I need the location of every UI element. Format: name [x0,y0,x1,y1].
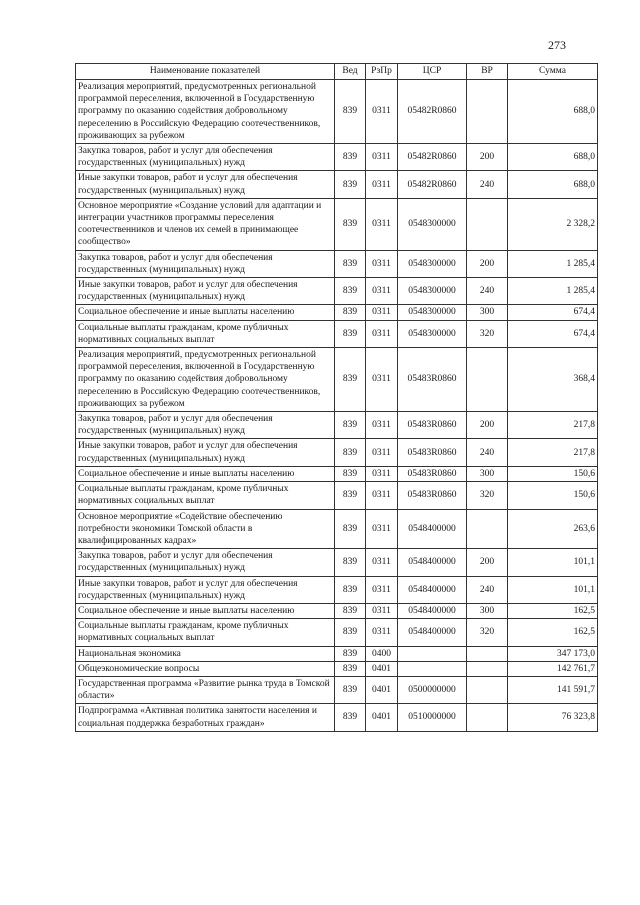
cell-sum: 217,8 [508,439,598,466]
cell-ved: 839 [335,619,366,646]
cell-sum: 142 761,7 [508,661,598,676]
cell-vr [467,704,508,731]
cell-name: Социальные выплаты гражданам, кроме публичных нормативных социальных выплат [76,320,335,347]
cell-csr: 0548300000 [398,305,467,320]
cell-sum: 150,6 [508,482,598,509]
cell-rzpr: 0311 [366,549,398,576]
cell-rzpr: 0311 [366,509,398,549]
table-row [76,509,598,549]
cell-csr: 05482R0860 [398,144,467,171]
cell-sum: 162,5 [508,603,598,618]
cell-vr: 200 [467,549,508,576]
table-row [76,661,598,676]
table-row [76,412,598,439]
cell-rzpr: 0311 [366,439,398,466]
cell-name: Национальная экономика [76,646,335,661]
cell-rzpr: 0311 [366,250,398,277]
cell-csr: 0548400000 [398,619,467,646]
cell-sum: 674,4 [508,320,598,347]
cell-vr: 320 [467,320,508,347]
cell-sum: 263,6 [508,509,598,549]
cell-vr: 300 [467,305,508,320]
cell-ved: 839 [335,576,366,603]
table-header-row [76,64,598,80]
cell-ved: 839 [335,661,366,676]
cell-name: Основное мероприятие «Содействие обеспечению потребности экономики Томской области в квалифицированных кадрах» [76,509,335,549]
cell-vr: 300 [467,603,508,618]
cell-name: Реализация мероприятий, предусмотренных региональной программой переселения, включенной в Государственную программу по оказанию содействия добровольному переселению в Российскую Федерацию соотечественников, проживающих за рубежом [76,348,335,412]
cell-ved: 839 [335,704,366,731]
cell-name: Социальные выплаты гражданам, кроме публичных нормативных социальных выплат [76,619,335,646]
cell-name: Социальное обеспечение и иные выплаты населению [76,305,335,320]
cell-csr: 05482R0860 [398,80,467,144]
cell-ved: 839 [335,80,366,144]
cell-sum: 162,5 [508,619,598,646]
cell-name: Подпрограмма «Активная политика занятости населения и социальная поддержка безработных граждан» [76,704,335,731]
cell-ved: 839 [335,198,366,250]
cell-rzpr: 0401 [366,704,398,731]
cell-ved: 839 [335,278,366,305]
cell-vr: 240 [467,576,508,603]
cell-vr [467,198,508,250]
cell-rzpr: 0401 [366,661,398,676]
cell-sum: 1 285,4 [508,278,598,305]
cell-name: Социальные выплаты гражданам, кроме публичных нормативных социальных выплат [76,482,335,509]
cell-rzpr: 0401 [366,676,398,703]
cell-ved: 839 [335,171,366,198]
cell-vr [467,348,508,412]
cell-sum: 101,1 [508,576,598,603]
cell-rzpr: 0311 [366,603,398,618]
cell-vr [467,646,508,661]
table-row [76,603,598,618]
cell-sum: 688,0 [508,80,598,144]
table-row [76,576,598,603]
cell-sum: 674,4 [508,305,598,320]
cell-rzpr: 0311 [366,305,398,320]
cell-ved: 839 [335,549,366,576]
cell-csr: 0548400000 [398,603,467,618]
cell-sum: 217,8 [508,412,598,439]
cell-csr: 05483R0860 [398,466,467,481]
cell-rzpr: 0311 [366,466,398,481]
cell-name: Закупка товаров, работ и услуг для обеспечения государственных (муниципальных) нужд [76,250,335,277]
cell-name: Социальное обеспечение и иные выплаты населению [76,466,335,481]
table-body [76,80,598,732]
cell-ved: 839 [335,348,366,412]
cell-csr: 0548300000 [398,320,467,347]
cell-rzpr: 0311 [366,348,398,412]
cell-csr [398,646,467,661]
cell-csr: 0500000000 [398,676,467,703]
budget-table [75,63,598,732]
table-row [76,676,598,703]
cell-csr [398,661,467,676]
cell-rzpr: 0311 [366,144,398,171]
cell-csr: 05483R0860 [398,348,467,412]
table-row [76,198,598,250]
table-row [76,619,598,646]
cell-rzpr: 0311 [366,80,398,144]
cell-ved: 839 [335,144,366,171]
cell-csr: 05483R0860 [398,439,467,466]
table-row [76,704,598,731]
header-rzpr: РзПр [366,64,398,80]
cell-ved: 839 [335,412,366,439]
cell-csr: 0548300000 [398,278,467,305]
table-row [76,549,598,576]
cell-name: Государственная программа «Развитие рынка труда в Томской области» [76,676,335,703]
header-vr: ВР [467,64,508,80]
cell-name: Реализация мероприятий, предусмотренных региональной программой переселения, включенной в Государственную программу по оказанию содействия добровольному переселению в Российскую Федерацию соотечественников, проживающих за рубежом [76,80,335,144]
cell-rzpr: 0311 [366,576,398,603]
cell-sum: 688,0 [508,144,598,171]
cell-vr: 300 [467,466,508,481]
cell-sum: 688,0 [508,171,598,198]
table-row [76,439,598,466]
cell-csr: 0548300000 [398,198,467,250]
cell-ved: 839 [335,646,366,661]
cell-name: Иные закупки товаров, работ и услуг для обеспечения государственных (муниципальных) нужд [76,439,335,466]
cell-vr: 200 [467,144,508,171]
cell-vr: 200 [467,250,508,277]
header-ved: Вед [335,64,366,80]
cell-vr [467,509,508,549]
cell-rzpr: 0311 [366,171,398,198]
cell-csr: 0548400000 [398,549,467,576]
table-row [76,320,598,347]
cell-vr: 320 [467,619,508,646]
table-row [76,278,598,305]
cell-sum: 347 173,0 [508,646,598,661]
cell-ved: 839 [335,676,366,703]
cell-name: Иные закупки товаров, работ и услуг для обеспечения государственных (муниципальных) нужд [76,576,335,603]
table-row [76,80,598,144]
cell-rzpr: 0311 [366,482,398,509]
cell-vr: 240 [467,171,508,198]
cell-name: Иные закупки товаров, работ и услуг для обеспечения государственных (муниципальных) нужд [76,171,335,198]
cell-name: Общеэкономические вопросы [76,661,335,676]
cell-name: Закупка товаров, работ и услуг для обеспечения государственных (муниципальных) нужд [76,144,335,171]
cell-csr: 0510000000 [398,704,467,731]
cell-sum: 141 591,7 [508,676,598,703]
cell-ved: 839 [335,482,366,509]
table-row [76,482,598,509]
cell-ved: 839 [335,320,366,347]
table-row [76,305,598,320]
cell-name: Иные закупки товаров, работ и услуг для обеспечения государственных (муниципальных) нужд [76,278,335,305]
page-number: 273 [548,38,566,52]
cell-ved: 839 [335,603,366,618]
cell-ved: 839 [335,466,366,481]
cell-vr: 240 [467,439,508,466]
cell-vr [467,80,508,144]
cell-name: Основное мероприятие «Создание условий для адаптации и интеграции участников программы переселения соотечественников и членов их семей в принимающее сообщество» [76,198,335,250]
cell-vr [467,661,508,676]
cell-rzpr: 0311 [366,198,398,250]
cell-sum: 101,1 [508,549,598,576]
header-name: Наименование показателей [76,64,335,80]
cell-csr: 0548400000 [398,576,467,603]
cell-name: Закупка товаров, работ и услуг для обеспечения государственных (муниципальных) нужд [76,549,335,576]
cell-sum: 2 328,2 [508,198,598,250]
cell-csr: 0548400000 [398,509,467,549]
table-row [76,171,598,198]
cell-ved: 839 [335,305,366,320]
table-row [76,348,598,412]
table-row [76,646,598,661]
cell-sum: 76 323,8 [508,704,598,731]
cell-vr: 200 [467,412,508,439]
table-row [76,466,598,481]
cell-rzpr: 0311 [366,619,398,646]
cell-vr [467,676,508,703]
cell-vr: 320 [467,482,508,509]
cell-csr: 05483R0860 [398,412,467,439]
cell-rzpr: 0400 [366,646,398,661]
cell-name: Социальное обеспечение и иные выплаты населению [76,603,335,618]
cell-rzpr: 0311 [366,412,398,439]
table-row [76,250,598,277]
cell-csr: 0548300000 [398,250,467,277]
cell-rzpr: 0311 [366,278,398,305]
cell-name: Закупка товаров, работ и услуг для обеспечения государственных (муниципальных) нужд [76,412,335,439]
cell-ved: 839 [335,250,366,277]
cell-rzpr: 0311 [366,320,398,347]
cell-ved: 839 [335,439,366,466]
cell-sum: 1 285,4 [508,250,598,277]
header-csr: ЦСР [398,64,467,80]
header-sum: Сумма [508,64,598,80]
cell-csr: 05483R0860 [398,482,467,509]
table-row [76,144,598,171]
cell-csr: 05482R0860 [398,171,467,198]
cell-sum: 150,6 [508,466,598,481]
cell-ved: 839 [335,509,366,549]
cell-sum: 368,4 [508,348,598,412]
cell-vr: 240 [467,278,508,305]
